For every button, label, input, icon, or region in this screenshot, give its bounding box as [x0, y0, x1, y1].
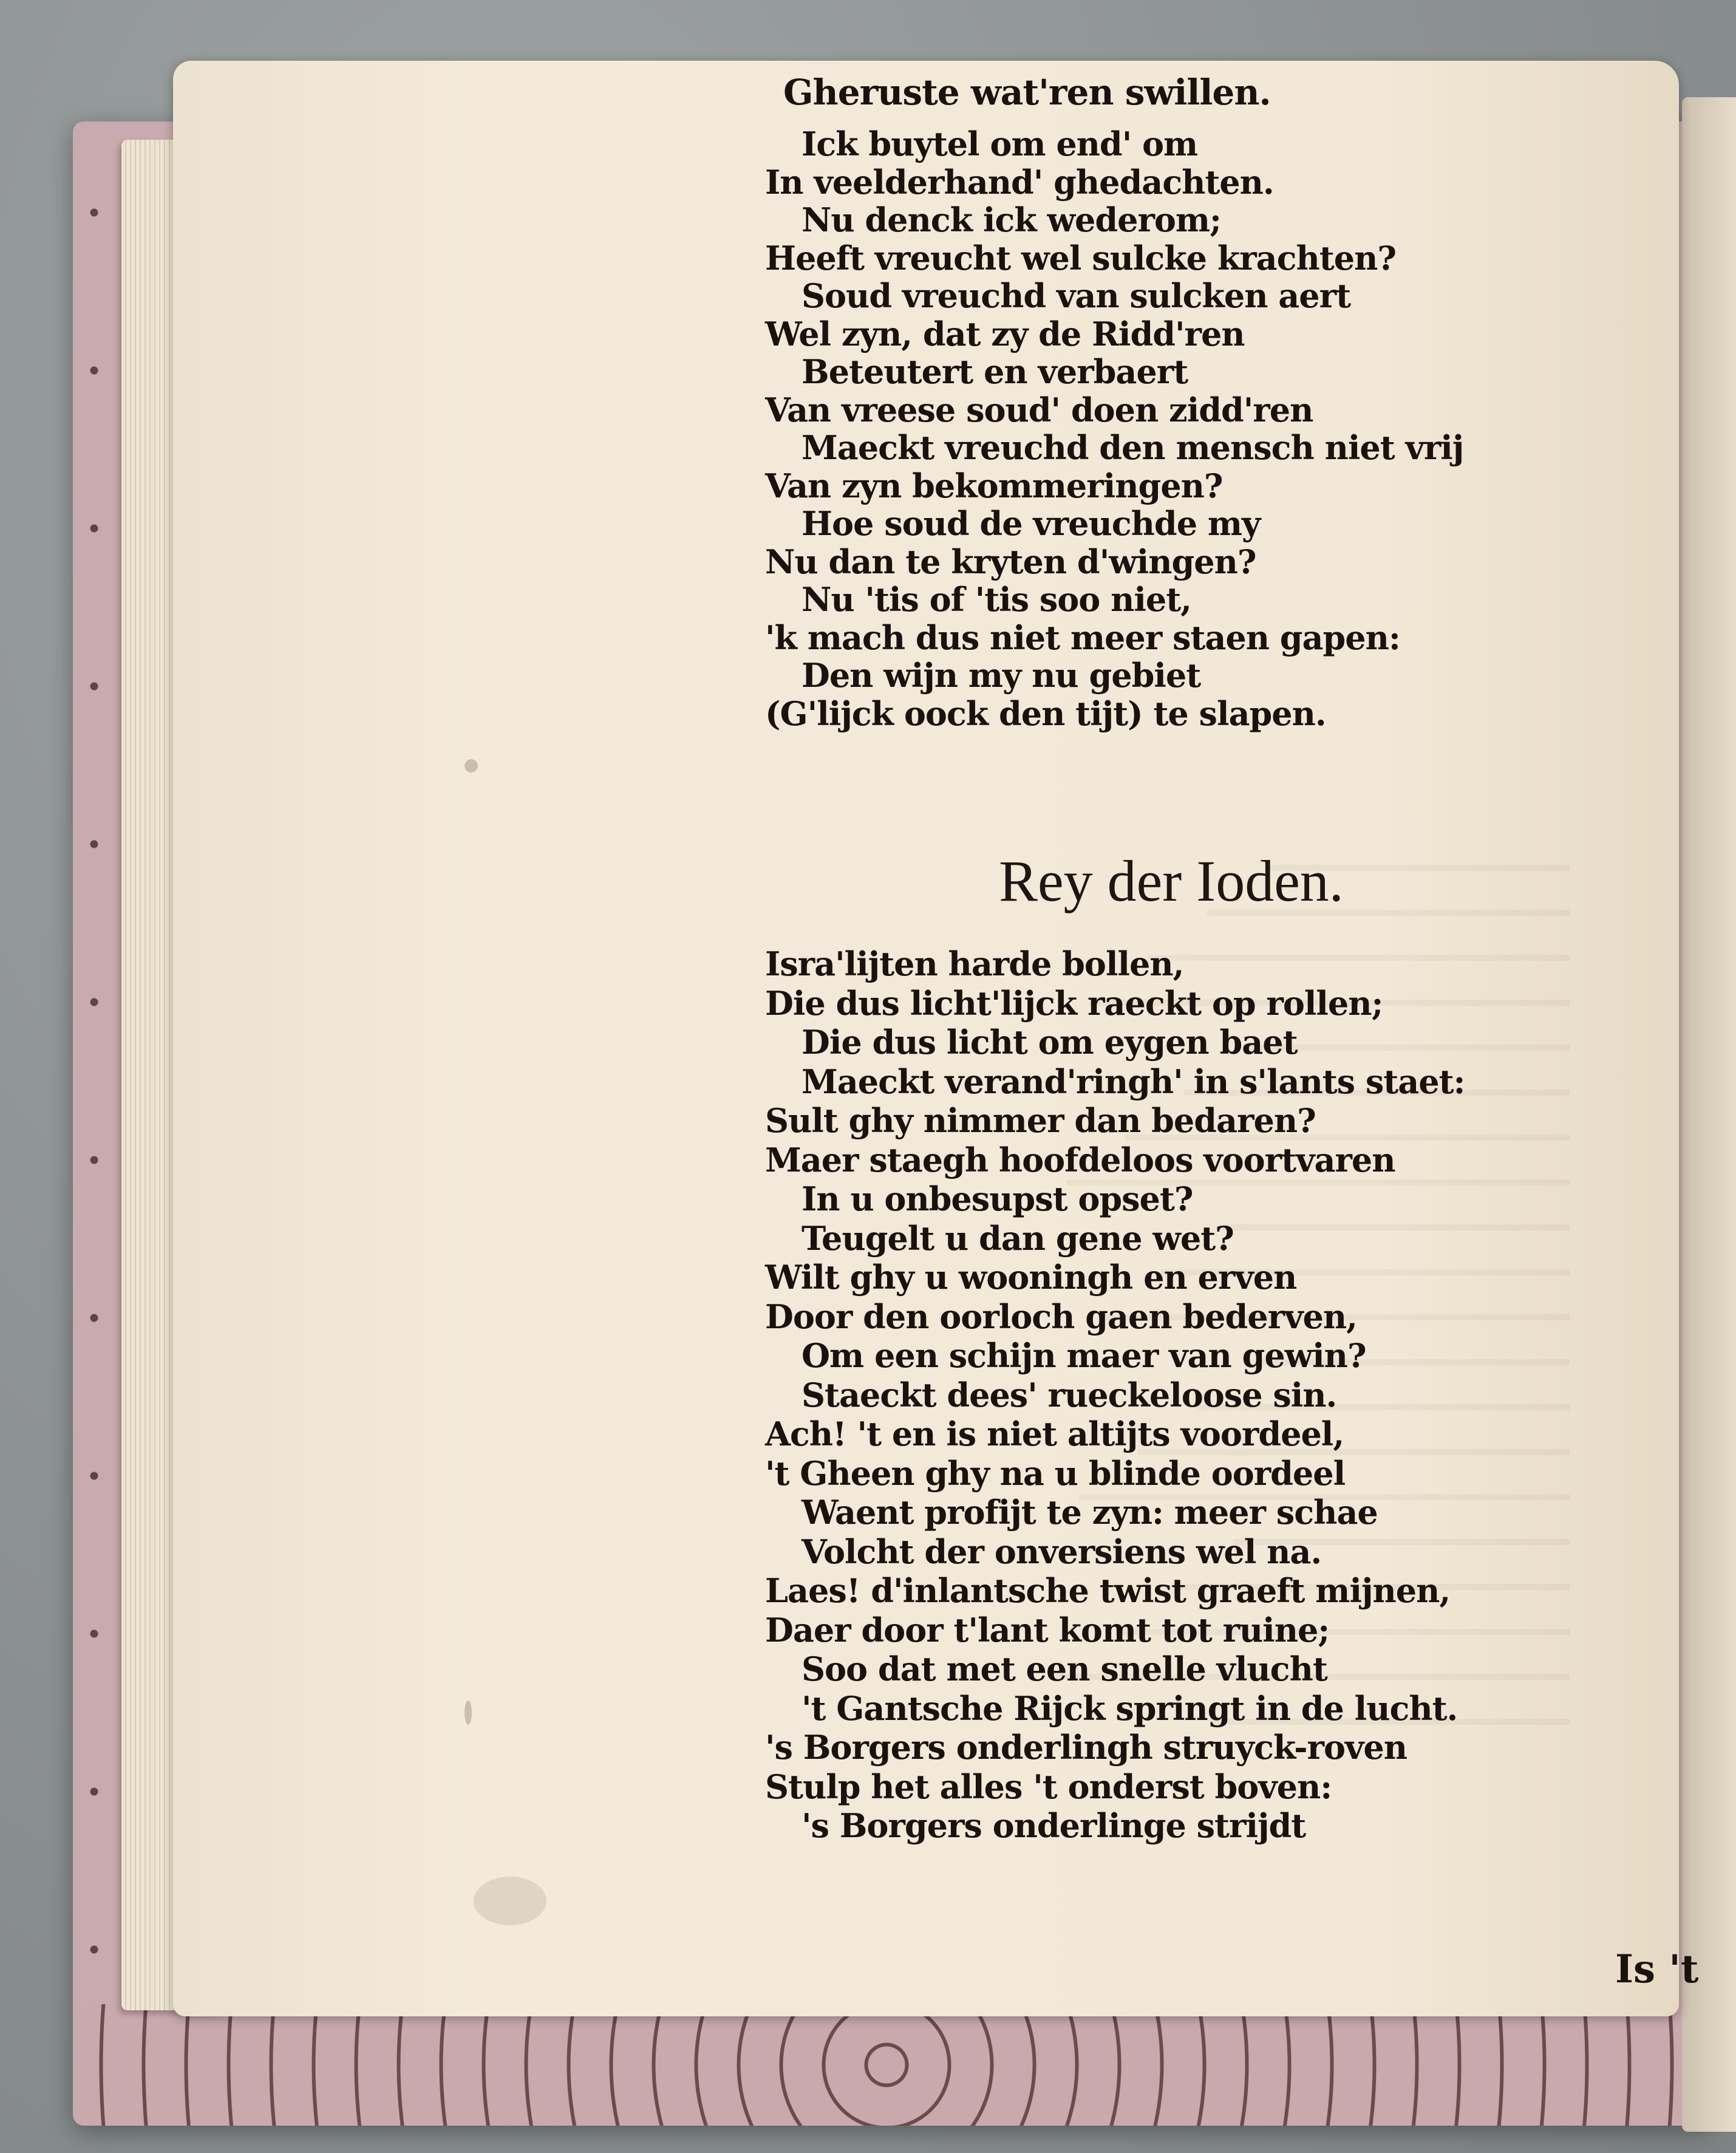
verse-line: Van zyn bekommeringen?	[765, 466, 1223, 505]
show-through-line	[1220, 1186, 1570, 1230]
verse-line: Nu denck ick wederom;	[802, 200, 1221, 239]
verse-line: Soo dat met een snelle vlucht	[802, 1650, 1327, 1688]
cover-marbling	[76, 134, 112, 2016]
verse-line: Soud vreuchd van sulcken aert	[802, 276, 1351, 315]
verse-line: Heeft vreucht wel sulcke krachten?	[765, 238, 1397, 278]
verse-line: Maer staegh hoofdeloos voortvaren	[765, 1140, 1395, 1179]
verse-line: Sult ghy nimmer dan bedaren?	[765, 1101, 1316, 1140]
verse-line: Hoe soud de vreuchde my	[802, 504, 1261, 543]
verse-line: Stulp het alles 't onderst boven:	[765, 1767, 1332, 1806]
verse-line: 't Gheen ghy na u blinde oordeel	[765, 1453, 1346, 1493]
verse-line: 't Gantsche Rijck springt in de lucht.	[802, 1688, 1458, 1728]
section-title: Rey der Ioden.	[999, 848, 1344, 913]
page-stain	[465, 759, 478, 773]
verse-line: Nu 'tis of 'tis soo niet,	[802, 580, 1191, 619]
verse-line: Daer door t'lant komt tot ruine;	[765, 1610, 1330, 1650]
show-through-line	[1148, 916, 1570, 961]
verse-line: Die dus licht'lijck raeckt op rollen;	[765, 983, 1383, 1023]
catchword: Is 't	[1615, 1947, 1699, 1992]
verse-line: Waent profijt te zyn: meer schae	[802, 1493, 1378, 1532]
verse-line: Om een schijn maer van gewin?	[802, 1336, 1366, 1375]
verse-line: Ach! 't en is niet altijts voordeel,	[765, 1414, 1344, 1453]
verse-line: In veelderhand' ghedachten.	[765, 162, 1274, 202]
verse-line: Laes! d'inlantsche twist graeft mijnen,	[765, 1571, 1451, 1610]
running-header: Gheruste wat'ren swillen.	[783, 72, 1271, 113]
verse-line: Wilt ghy u wooningh en erven	[765, 1258, 1297, 1297]
verse-line: Maeckt verand'ringh' in s'lants staet:	[802, 1062, 1465, 1101]
verse-line: Nu dan te kryten d'wingen?	[765, 542, 1256, 581]
verse-line: 's Borgers onderlinge strijdt	[802, 1806, 1306, 1845]
verse-line: Beteutert en verbaert	[802, 352, 1188, 391]
page-stain	[465, 1701, 472, 1725]
verse-line: In u onbesupst opset?	[802, 1179, 1193, 1218]
verse-line: Staeckt dees' rueckeloose sin.	[802, 1375, 1337, 1414]
verse-line: Den wijn my nu gebiet	[802, 656, 1201, 695]
verse-line: Door den oorloch gaen bederven,	[765, 1297, 1357, 1336]
facing-page-edge	[1682, 97, 1736, 2132]
page-stain	[474, 1877, 546, 1925]
verse-line: Ick buytel om end' om	[802, 125, 1198, 163]
verse-line: Die dus licht om eygen baet	[802, 1023, 1298, 1062]
verse-line: (G'lijck oock den tijt) te slapen.	[765, 694, 1326, 733]
verse-line: Wel zyn, dat zy de Ridd'ren	[765, 314, 1245, 353]
verse-line: 'k mach dus niet meer staen gapen:	[765, 618, 1400, 657]
verse-line: Teugelt u dan gene wet?	[802, 1218, 1234, 1258]
verse-line: Maeckt vreuchd den mensch niet vrij	[802, 428, 1464, 467]
cover-marbled-edge	[85, 2004, 1688, 2126]
verse-line: Isra'lijten harde bollen,	[765, 944, 1184, 983]
verse-line: Van vreese soud' doen zidd'ren	[765, 390, 1313, 429]
verse-line: Volcht der onversiens wel na.	[802, 1532, 1322, 1571]
verse-line: 's Borgers onderlingh struyck-roven	[765, 1728, 1407, 1767]
